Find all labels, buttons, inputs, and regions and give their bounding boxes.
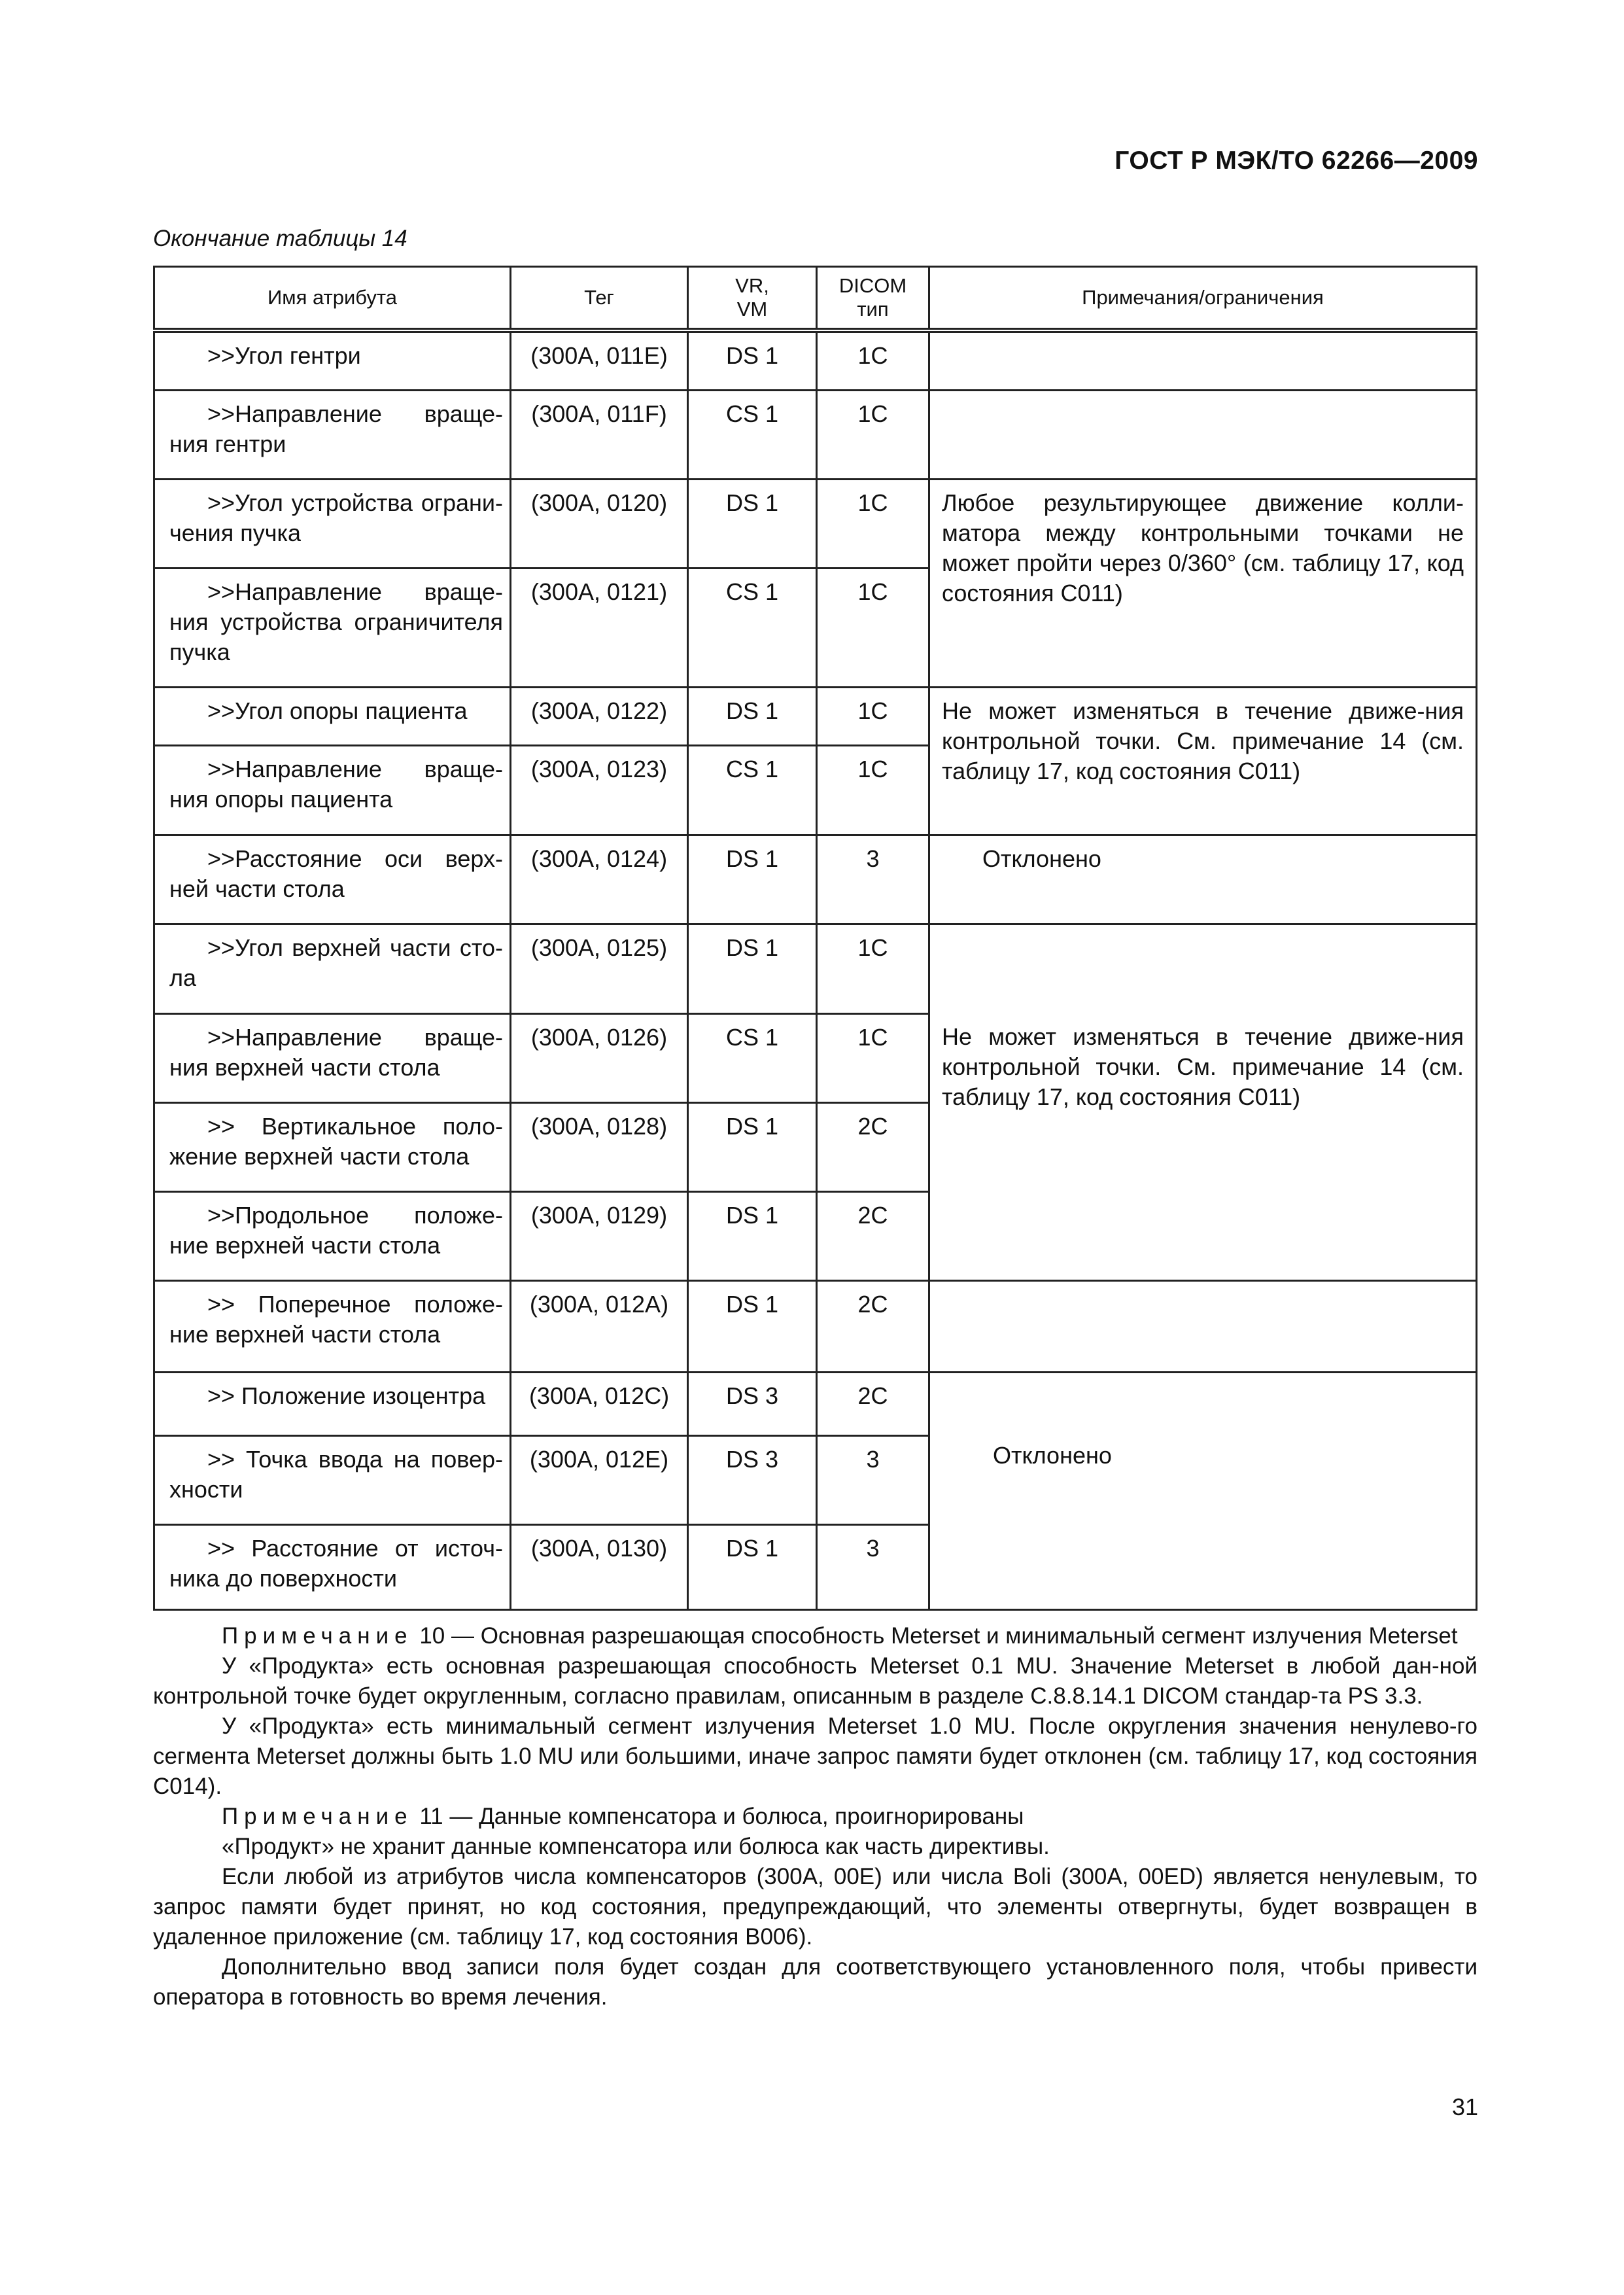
attr-name: >>Направление враще-ния опоры пациента <box>154 745 511 835</box>
attr-tag: (300A, 0124) <box>511 835 688 924</box>
attr-name: >>Угол верхней части сто-ла <box>154 924 511 1013</box>
attr-vr: DS 1 <box>688 1280 817 1372</box>
attr-note <box>929 390 1477 479</box>
attr-note: Отклонено <box>929 835 1477 924</box>
col-header-tag: Тег <box>511 267 688 331</box>
attr-tag: (300A, 0125) <box>511 924 688 1013</box>
table-caption: Окончание таблицы 14 <box>153 226 407 251</box>
attr-tag: (300A, 0123) <box>511 745 688 835</box>
note-11-paragraph: «Продукт» не хранит данные компенсатора или болюса как часть директивы. <box>222 1834 1050 1859</box>
attr-name: >>Направление враще-ния верхней части стола <box>154 1013 511 1102</box>
attr-tag: (300A, 0129) <box>511 1191 688 1280</box>
attr-type: 1C <box>817 568 929 687</box>
col-header-vr: VR, VM <box>688 267 817 331</box>
attr-note <box>929 330 1477 390</box>
attr-name: >>Угол устройства ограни-чения пучка <box>154 479 511 568</box>
attr-vr: DS 1 <box>688 835 817 924</box>
attr-name: >> Поперечное положе-ние верхней части стола <box>154 1280 511 1372</box>
attr-type: 2C <box>817 1102 929 1191</box>
note-11-heading: Примечание 11 — Данные компенсатора и болюса, проигнорированы <box>222 1804 1024 1829</box>
table-row <box>154 924 1477 1013</box>
attr-name: >> Вертикальное поло-жение верхней части стола <box>154 1102 511 1191</box>
attr-vr: CS 1 <box>688 1013 817 1102</box>
note-11-paragraph: Если любой из атрибутов числа компенсаторов (300A, 00E) или числа Boli (300A, 00ED) является ненулевым, то запрос памяти будет принят, но код состояния, предупреждающий, что элементы отвергнуты, будет возвращен в удаленное приложение (см. таблицу 17, код состояния B006). <box>153 1864 1477 1950</box>
attr-vr: CS 1 <box>688 745 817 835</box>
attr-name: >>Продольное положе-ние верхней части стола <box>154 1191 511 1280</box>
attr-tag: (300A, 011F) <box>511 390 688 479</box>
attr-tag: (300A, 0121) <box>511 568 688 687</box>
attr-type: 3 <box>817 835 929 924</box>
merged-note-collimator: Любое результирующее движение колли-матора между контрольными точками не может пройти через 0/360° (см. таблицу 17, код состояния C011) <box>929 479 1477 687</box>
table-row <box>154 479 1477 568</box>
table-row <box>154 687 1477 745</box>
attr-name: >>Угол гентри <box>154 330 511 390</box>
attr-type: 3 <box>817 1524 929 1609</box>
attr-vr: CS 1 <box>688 390 817 479</box>
attr-type: 1C <box>817 745 929 835</box>
merged-note-table-top: Не может изменяться в течение движе-ния контрольной точки. См. примечание 14 (см. таблицу 17, код состояния C011) <box>929 924 1477 1280</box>
attr-name: >> Расстояние от источ-ника до поверхности <box>154 1524 511 1609</box>
merged-note-isocenter: Отклонено <box>929 1372 1477 1609</box>
attr-vr: DS 1 <box>688 1524 817 1609</box>
attr-tag: (300A, 012A) <box>511 1280 688 1372</box>
attr-type: 1C <box>817 687 929 745</box>
attr-vr: DS 1 <box>688 1191 817 1280</box>
attr-tag: (300A, 012E) <box>511 1435 688 1524</box>
attributes-table <box>153 266 1477 1611</box>
attr-vr: DS 3 <box>688 1435 817 1524</box>
attr-vr: DS 1 <box>688 924 817 1013</box>
attr-vr: DS 1 <box>688 330 817 390</box>
attr-vr: DS 1 <box>688 1102 817 1191</box>
attr-vr: DS 1 <box>688 479 817 568</box>
col-header-notes: Примечания/ограничения <box>929 267 1477 331</box>
attr-type: 2C <box>817 1372 929 1435</box>
table-row <box>154 835 1477 924</box>
attr-tag: (300A, 012C) <box>511 1372 688 1435</box>
attr-note <box>929 1280 1477 1372</box>
attr-vr: DS 3 <box>688 1372 817 1435</box>
attr-tag: (300A, 0120) <box>511 479 688 568</box>
attr-vr: DS 1 <box>688 687 817 745</box>
note-10-heading: Примечание 10 — Основная разрешающая способность Meterset и минимальный сегмент излучения Meterset <box>222 1623 1458 1649</box>
table-row <box>154 390 1477 479</box>
document-id: ГОСТ Р МЭК/ТО 62266—2009 <box>1114 147 1478 175</box>
attr-name: >>Направление враще-ния гентри <box>154 390 511 479</box>
attr-type: 1C <box>817 924 929 1013</box>
attr-vr: CS 1 <box>688 568 817 687</box>
attr-name: >> Положение изоцентра <box>154 1372 511 1435</box>
page-number: 31 <box>1451 2094 1478 2120</box>
attr-type: 1C <box>817 330 929 390</box>
attr-type: 1C <box>817 479 929 568</box>
notes-section <box>153 1621 1477 2012</box>
col-header-name: Имя атрибута <box>154 267 511 331</box>
table-row <box>154 1280 1477 1372</box>
attr-tag: (300A, 0128) <box>511 1102 688 1191</box>
note-10-paragraph: У «Продукта» есть минимальный сегмент излучения Meterset 1.0 MU. После округления значения ненулево-го сегмента Meterset должны быть 1.0 MU или большими, иначе запрос памяти будет отклонен (см. таблицу 17, код состояния C014). <box>153 1713 1477 1799</box>
attr-type: 1C <box>817 390 929 479</box>
attr-type: 1C <box>817 1013 929 1102</box>
attr-type: 2C <box>817 1280 929 1372</box>
attr-tag: (300A, 0122) <box>511 687 688 745</box>
attr-name: >>Расстояние оси верх-ней части стола <box>154 835 511 924</box>
attr-type: 3 <box>817 1435 929 1524</box>
attr-tag: (300A, 011E) <box>511 330 688 390</box>
table-row <box>154 330 1477 390</box>
col-header-type: DICOM тип <box>817 267 929 331</box>
note-10-paragraph: У «Продукта» есть основная разрешающая способность Meterset 0.1 MU. Значение Meterset в любой дан-ной контрольной точке будет округленным, согласно правилам, описанным в разделе C.8.8.14.1 DICOM стандар-та PS 3.3. <box>153 1653 1477 1709</box>
attr-tag: (300A, 0126) <box>511 1013 688 1102</box>
attr-type: 2C <box>817 1191 929 1280</box>
note-11-paragraph: Дополнительно ввод записи поля будет создан для соответствующего установленного поля, чтобы привести оператора в готовность во время лечения. <box>153 1954 1477 2010</box>
merged-note-patient-support: Не может изменяться в течение движе-ния контрольной точки. См. примечание 14 (см. таблицу 17, код состояния C011) <box>929 687 1477 835</box>
attr-name: >>Направление враще-ния устройства ограничителя пучка <box>154 568 511 687</box>
attr-tag: (300A, 0130) <box>511 1524 688 1609</box>
attr-name: >>Угол опоры пациента <box>154 687 511 745</box>
table-header-row <box>154 267 1477 331</box>
table-row <box>154 1372 1477 1435</box>
attr-name: >> Точка ввода на повер-хности <box>154 1435 511 1524</box>
